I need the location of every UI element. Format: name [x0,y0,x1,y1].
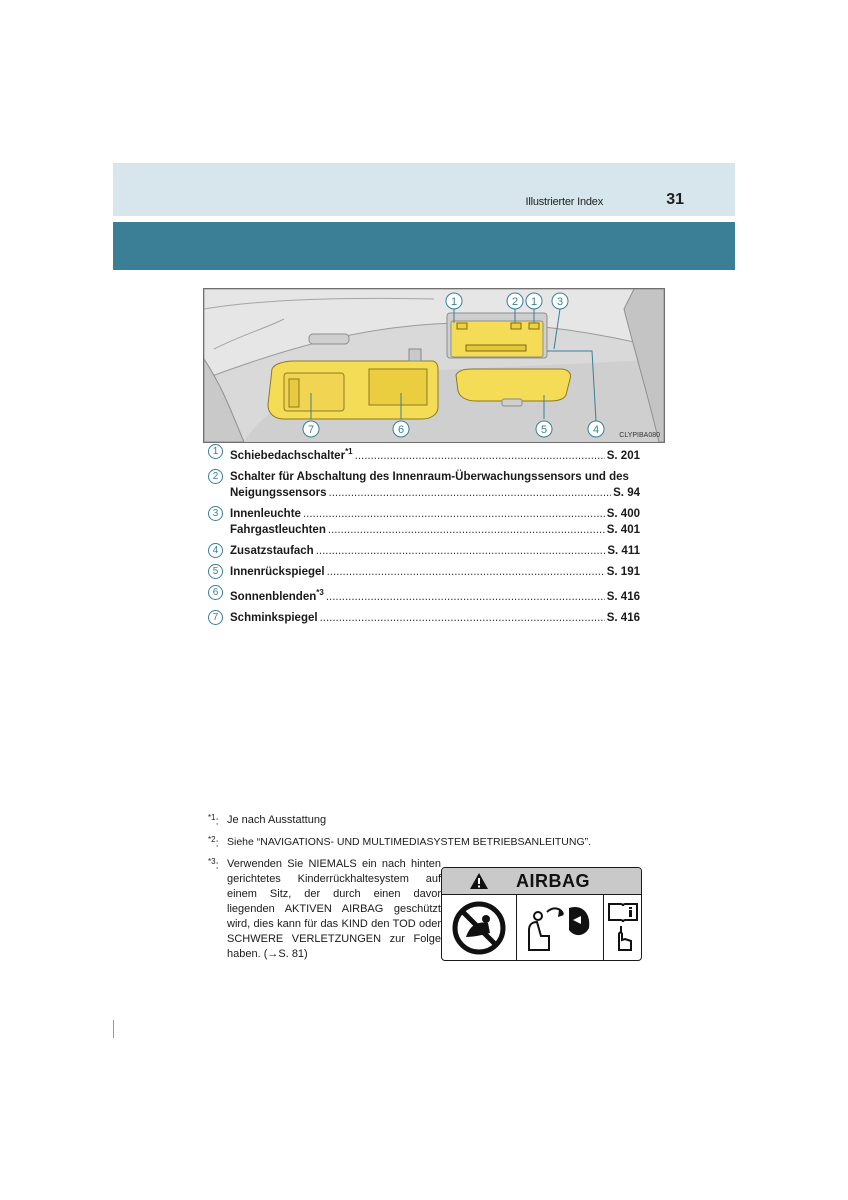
leader-dots [329,485,612,501]
item-number: 4 [208,543,223,558]
item-number: 7 [208,610,223,625]
leader-dots [326,589,605,605]
callout-1: 1 [450,296,458,308]
item-label: Schminkspiegel [230,611,318,624]
list-item [208,444,640,464]
page-ref[interactable]: S. 191 [606,565,640,578]
chapter-band [113,222,735,270]
item-label: Schiebedachschalter$^{*1}$ [230,447,353,462]
read-manual-icon [604,895,641,961]
warning-triangle-icon [442,872,516,890]
list-item [208,610,640,626]
list-item [208,564,640,580]
interior-illustration [203,288,665,443]
page-ref[interactable]: S. 411 [607,544,640,557]
section-title: Illustrierter Index [525,196,603,208]
airbag-deploy-icon [517,895,604,961]
list-item [208,585,640,605]
callout-2: 2 [511,296,519,308]
page-ref[interactable]: S. 416 [606,590,640,603]
leader-dots [316,543,606,559]
page-ref[interactable]: S. 94 [613,486,640,499]
item-label: Fahrgastleuchten [230,523,326,536]
page-number: 31 [666,191,684,208]
footnote-mark: $^{*3}$: [208,857,219,872]
list-item [208,543,640,559]
page-ref[interactable]: S. 201 [606,449,640,462]
footnote-mark: $^{*2}$: [208,835,219,850]
footnote-ref: *3 [316,587,324,597]
list-item [208,469,640,501]
page-ref[interactable]: S. 401 [606,523,640,536]
airbag-warning-label [441,867,642,961]
illustration-svg [204,289,664,442]
no-rear-facing-child-seat-icon [442,895,517,961]
footnote-mark: $^{*1}$: [208,813,219,828]
footnote-text: Je nach Ausstattung [227,814,327,826]
footnote [208,813,648,828]
leader-dots [320,610,605,626]
item-number: 6 [208,585,223,600]
leader-dots [303,506,605,522]
item-label: Neigungssensors [230,486,327,499]
footnote [208,835,648,850]
airbag-label-header [442,868,641,895]
header-band [113,163,735,216]
footnote-text: Verwenden Sie NIEMALS ein nach hinten gerichtetes Kinderrückhaltesystem auf einem Sitz, der durch einen davor liegenden AKTIVEN AIRBAG geschützt wird, dies kann für das KIND den TOD oder SCHWERE VERLETZUNGEN zur Folge haben. (→S. 81) [227,858,441,960]
item-label: Sonnenblenden$^{*3}$ [230,587,324,603]
callout-7: 7 [307,424,315,436]
item-label: Innenleuchte [230,507,301,520]
item-number: 1 [208,444,223,459]
page-ref[interactable]: S. 400 [606,507,640,520]
callout-1b: 1 [530,296,538,308]
item-label-line: Schalter für Abschaltung des Innenraum-Überwachungssensors und des [230,470,629,483]
item-label: Zusatzstaufach [230,544,314,557]
item-number: 2 [208,469,223,484]
footnote-text: Siehe “NAVIGATIONS- UND MULTIMEDIASYSTEM BETRIEBSANLEITUNG”. [227,836,592,848]
item-number: 5 [208,564,223,579]
leader-dots [327,564,605,580]
leader-dots [328,522,605,538]
airbag-word: AIRBAG [516,870,590,891]
callout-6: 6 [397,424,405,436]
leader-dots [355,448,605,464]
footnote-ref: *1 [345,447,353,456]
item-number: 3 [208,506,223,521]
callout-5: 5 [540,424,548,436]
callout-3: 3 [556,296,564,308]
item-label: Innenrückspiegel [230,565,325,578]
figure-code: CLYPIBA080 [619,432,660,439]
callout-4: 4 [592,424,600,436]
list-item [208,506,640,538]
index-list [208,444,640,631]
page-ref[interactable]: S. 416 [606,611,640,624]
crop-mark [113,1020,114,1038]
